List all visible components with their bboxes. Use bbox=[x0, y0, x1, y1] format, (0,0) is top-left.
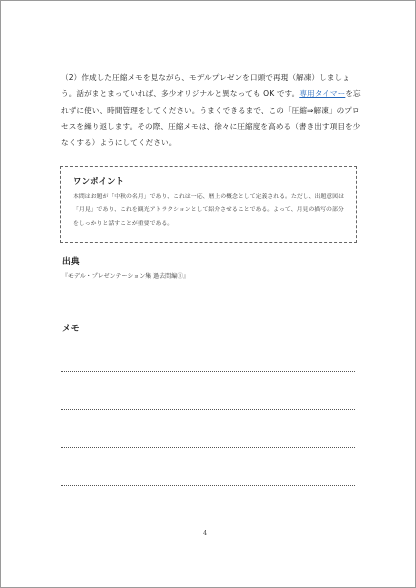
memo-line bbox=[61, 447, 355, 448]
source-citation: 『モデル・プレゼンテーション集 過去問編①』 bbox=[62, 273, 190, 280]
one-point-text: 本問はお題が「中秋の名月」であり、これは一応、暦上の概念として定義される。ただし、出題意図は「月見」であり、これを観光アトラクションとして紹介させることである。よって、月見の描写の部分をしっかりと話すことが重要である。 bbox=[73, 194, 344, 227]
one-point-title: ワンポイント bbox=[73, 177, 125, 187]
source-heading: 出典 bbox=[62, 257, 80, 267]
memo-line bbox=[61, 371, 355, 372]
instruction-paragraph bbox=[61, 70, 361, 151]
memo-line bbox=[61, 409, 355, 410]
instruction-text-part1: （2）作成した圧縮メモを見ながら、モデルプレゼンを口頭で再現（解凍）しましょう。話がまとまっていれば、多少オリジナルと異なっても OK です。 bbox=[61, 73, 350, 99]
memo-line bbox=[61, 485, 355, 486]
memo-heading: メモ bbox=[62, 324, 80, 334]
page-number: 4 bbox=[203, 529, 208, 537]
instruction-text-part2: を忘れずに使い、時間管理をしてください。うまくできるまで、この「圧縮⇒解凍」のプロセスを繰り返します。その際、圧縮メモは、徐々に圧縮度を高める（書き出す項目を少なくする）ようにしてください。 bbox=[61, 89, 361, 148]
timer-link[interactable]: 専用タイマー bbox=[299, 89, 346, 99]
one-point-box bbox=[60, 166, 357, 243]
